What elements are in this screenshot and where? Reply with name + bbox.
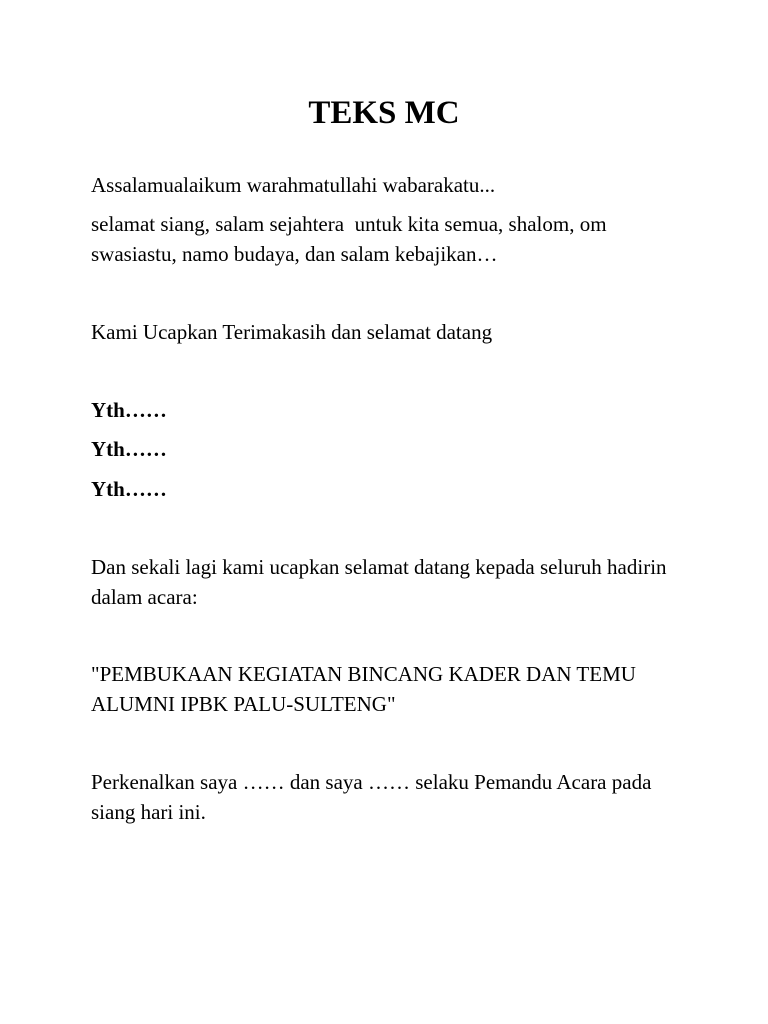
greeting-blessings-paragraph: selamat siang, salam sejahtera untuk kita semua, shalom, om swasiastu, namo budaya, dan salam kebajikan…	[91, 212, 612, 266]
welcome-again-paragraph: Dan sekali lagi kami ucapkan selamat datang kepada seluruh hadirin dalam acara:	[91, 555, 672, 609]
event-name-paragraph: "PEMBUKAAN KEGIATAN BINCANG KADER DAN TEMU ALUMNI IPBK PALU-SULTENG"	[91, 662, 641, 716]
welcome-paragraph: Kami Ucapkan Terimakasih dan selamat datang	[91, 320, 493, 344]
yth-line-2: Yth……	[91, 437, 167, 461]
yth-line-1: Yth……	[91, 398, 167, 422]
document-title: TEKS MC	[308, 95, 460, 131]
yth-line-3: Yth……	[91, 477, 167, 501]
greeting-paragraph: Assalamualaikum warahmatullahi wabarakatu...	[91, 173, 496, 197]
introduction-paragraph: Perkenalkan saya …… dan saya …… selaku Pemandu Acara pada siang hari ini.	[91, 770, 657, 824]
